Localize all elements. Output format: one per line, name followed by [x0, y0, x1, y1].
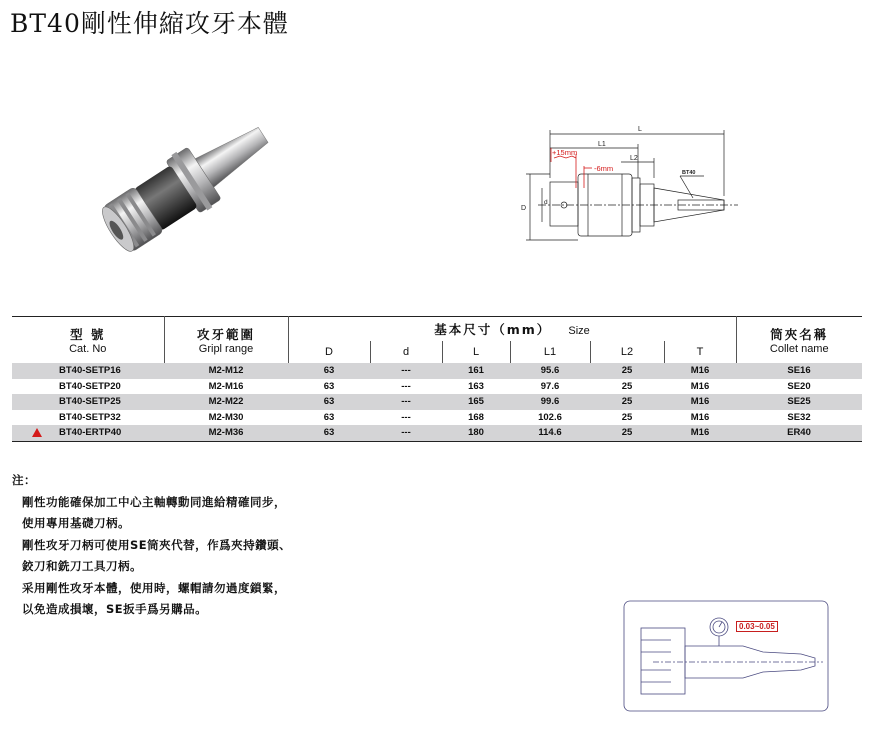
cell-L1: 114.6 [510, 425, 590, 441]
cell-T: M16 [664, 363, 736, 379]
drawing-label-L1: L1 [598, 141, 606, 148]
cell-L: 168 [468, 411, 484, 423]
drawing-label-L2: L2 [630, 155, 638, 162]
cell-collet: SE16 [736, 363, 862, 379]
header-grip [164, 317, 288, 364]
header-T: T [664, 341, 736, 363]
cell-L2: 25 [621, 380, 633, 392]
new-item-marker-icon [32, 428, 42, 437]
drawing-label-minus: -6mm [594, 164, 614, 173]
product-photo [78, 110, 293, 260]
header-d: d [370, 341, 442, 363]
header-L2: L2 [590, 341, 664, 363]
cell-T: M16 [664, 425, 736, 441]
cell-collet: SE25 [736, 394, 862, 410]
cell-L2: 25 [590, 425, 664, 441]
cell-grip: M2-M22 [164, 394, 288, 410]
cell-grip: M2-M12 [164, 363, 288, 379]
cell-model: BT40-SETP32 [59, 411, 121, 423]
header-model-zh: 型 號 [70, 327, 106, 342]
table-row [12, 363, 862, 379]
table-row [12, 410, 862, 426]
cell-grip: M2-M16 [208, 380, 244, 392]
drawing-label-taper: BT40 [682, 170, 696, 176]
note-line: 使用專用基礎刀柄。 [22, 516, 130, 530]
table-row [12, 394, 862, 410]
header-model [12, 317, 164, 364]
cell-L1: 95.6 [510, 363, 590, 379]
header-grip-zh: 攻牙範圍 [196, 327, 255, 342]
page-title: BT40剛性伸縮攻牙本體 [10, 9, 289, 38]
cell-L1: 102.6 [538, 411, 562, 423]
cell-model [12, 425, 164, 441]
drawing-label-d: d [544, 199, 548, 206]
cell-L: 163 [468, 380, 484, 392]
cell-L2: 25 [590, 363, 664, 379]
cell-L: 161 [442, 363, 510, 379]
cell-collet: SE32 [787, 411, 811, 423]
cell-T: M16 [690, 411, 710, 423]
technical-drawing [518, 118, 748, 250]
note-line: 剛性功能確保加工中心主軸轉動同進給精確同步， [22, 494, 286, 509]
cell-model: BT40-SETP16 [12, 363, 164, 379]
table-row [12, 379, 862, 395]
header-L1: L1 [510, 341, 590, 363]
cell-model-text: BT40-ERTP40 [59, 427, 122, 439]
cell-L1: 97.6 [540, 380, 560, 392]
spec-table [12, 316, 862, 442]
cell-d: --- [370, 425, 442, 441]
header-L: L [442, 341, 510, 363]
note-line: 剛性攻牙刀柄可使用SE筒夾代替，作爲夾持鑽頭、 [22, 537, 292, 552]
cell-grip: M2-M30 [208, 411, 244, 423]
note-line: 采用剛性攻牙本體，使用時，螺帽請勿過度鎖緊， [22, 580, 286, 595]
drawing-label-D: D [521, 205, 527, 212]
drawing-label-plus: +15mm [552, 148, 578, 157]
header-D: D [288, 341, 370, 363]
runout-tolerance-label: 0.03~0.05 [736, 621, 778, 632]
cell-D: 63 [323, 411, 335, 423]
cell-d: --- [401, 380, 411, 392]
cell-d: --- [370, 363, 442, 379]
cell-L: 180 [442, 425, 510, 441]
cell-D: 63 [288, 363, 370, 379]
cell-collet: ER40 [736, 425, 862, 441]
table-row [12, 425, 862, 441]
header-collet-en: Collet name [769, 343, 829, 355]
notes-title: 注： [12, 473, 36, 487]
header-dims-zh: 基本尺寸（mm） [434, 322, 552, 337]
cell-D: 63 [288, 394, 370, 410]
cell-T: M16 [690, 380, 710, 392]
runout-diagram [623, 600, 829, 712]
cell-grip: M2-M36 [164, 425, 288, 441]
drawing-label-L: L [638, 126, 642, 133]
cell-d: --- [370, 394, 442, 410]
cell-collet: SE20 [787, 380, 811, 392]
header-collet-zh: 筒夾名稱 [770, 327, 829, 342]
header-collet [736, 317, 862, 364]
cell-L2: 25 [621, 411, 633, 423]
cell-L: 165 [442, 394, 510, 410]
header-dims-en: Size [568, 325, 590, 337]
cell-D: 63 [288, 425, 370, 441]
header-dimensions [288, 317, 736, 342]
notes [12, 470, 292, 621]
note-line: 鉸刀和銑刀工具刀柄。 [22, 559, 142, 573]
cell-L1: 99.6 [510, 394, 590, 410]
cell-model: BT40-SETP25 [12, 394, 164, 410]
header-model-en: Cat. No [69, 343, 107, 355]
cell-model: BT40-SETP20 [59, 380, 121, 392]
note-line: 以免造成損壞，SE扳手爲另購品。 [22, 602, 208, 616]
cell-L2: 25 [590, 394, 664, 410]
cell-d: --- [401, 411, 411, 423]
header-grip-en: Gripl range [198, 343, 254, 355]
cell-D: 63 [323, 380, 335, 392]
cell-T: M16 [664, 394, 736, 410]
